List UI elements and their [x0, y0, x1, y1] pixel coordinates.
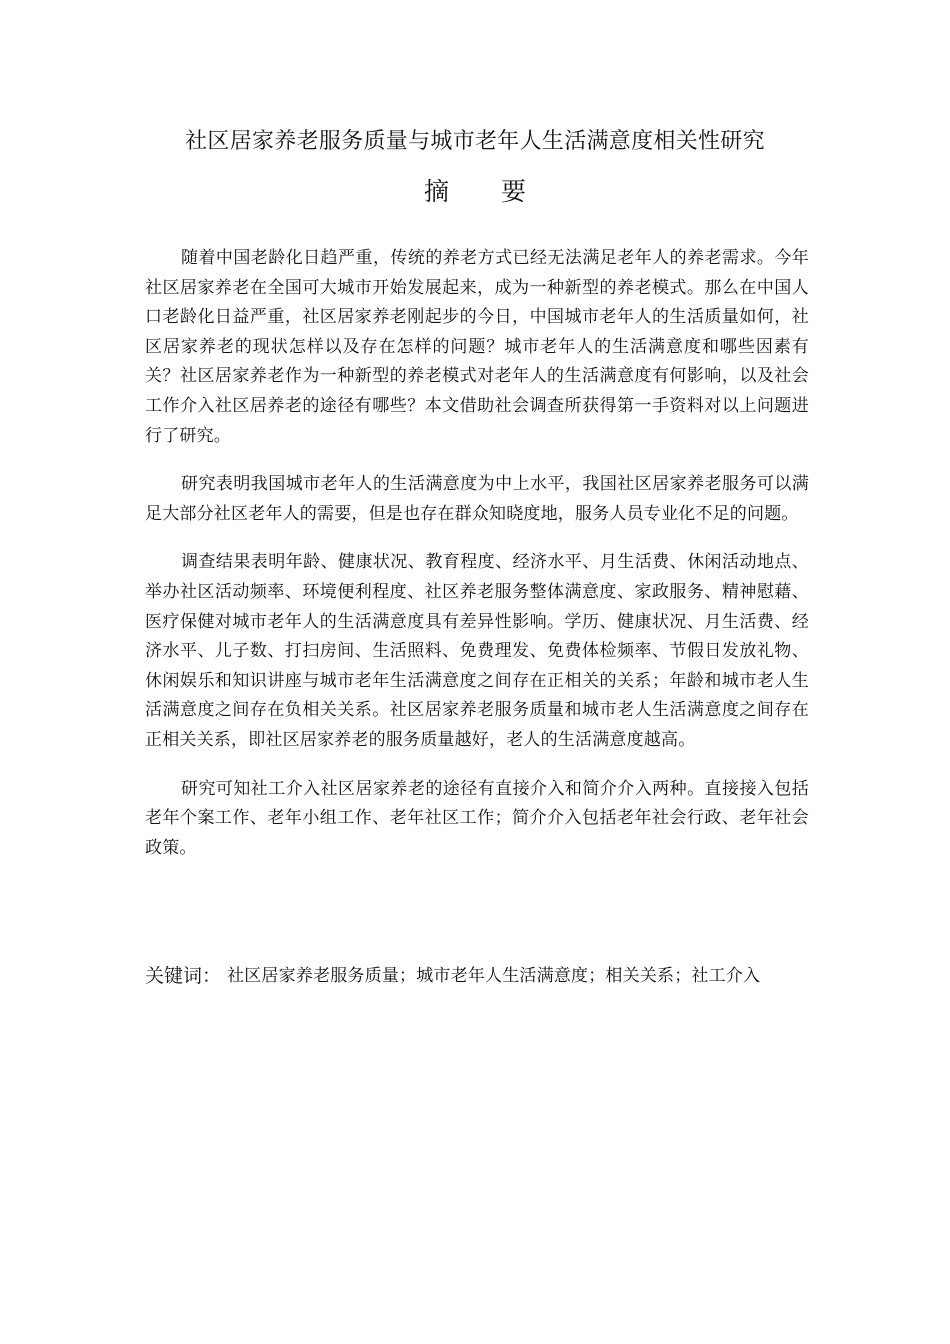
abstract-heading: 摘 要 [424, 177, 548, 206]
abstract-paragraph: 研究可知社工介入社区居家养老的途径有直接介入和简介介入两种。直接接入包括老年个案工作、老年小组工作、老年社区工作；简介介入包括老年社会行政、老年社会政策。 [145, 778, 809, 858]
abstract-paragraph: 随着中国老龄化日趋严重，传统的养老方式已经无法满足老年人的养老需求。今年社区居家养老在全国可大城市开始发展起来，成为一种新型的养老模式。那么在中国人口老龄化日益严重，社区居家养老刚起步的今日，中国城市老年人的生活质量如何，社区居家养老的现状怎样以及存在怎样的问题？城市老年人的生活满意度和哪些因素有关？社区居家养老作为一种新型的养老模式对老年人的生活满意度有何影响，以及社会工作介入社区居养老的途径有哪些？本文借助社会调查所获得第一手资料对以上问题进行了研究。 [145, 248, 809, 446]
abstract-paragraph: 研究表明我国城市老年人的生活满意度为中上水平，我国社区居家养老服务可以满足大部分社区老年人的需要，但是也存在群众知晓度地，服务人员专业化不足的问题。 [145, 474, 809, 524]
keywords-value: 社区居家养老服务质量；城市老年人生活满意度；相关关系；社工介入 [227, 966, 761, 986]
abstract-body [145, 244, 809, 882]
keywords-line [145, 958, 809, 995]
abstract-paragraph: 调查结果表明年龄、健康状况、教育程度、经济水平、月生活费、休闲活动地点、举办社区活动频率、环境便利程度、社区养老服务整体满意度、家政服务、精神慰藉、医疗保健对城市老年人的生活满意度具有差异性影响。学历、健康状况、月生活费、经济水平、儿子数、打扫房间、生活照料、免费理发、免费体检频率、节假日发放礼物、休闲娱乐和知识讲座与城市老年生活满意度之间存在正相关的关系；年龄和城市老人生活满意度之间存在负相关关系。社区居家养老服务质量和城市老人生活满意度之间存在正相关关系，即社区居家养老的服务质量越好，老人的生活满意度越高。 [145, 552, 809, 750]
document-title: 社区居家养老服务质量与城市老年人生活满意度相关性研究 [185, 129, 765, 154]
keywords-label: 关键词： [145, 965, 222, 987]
